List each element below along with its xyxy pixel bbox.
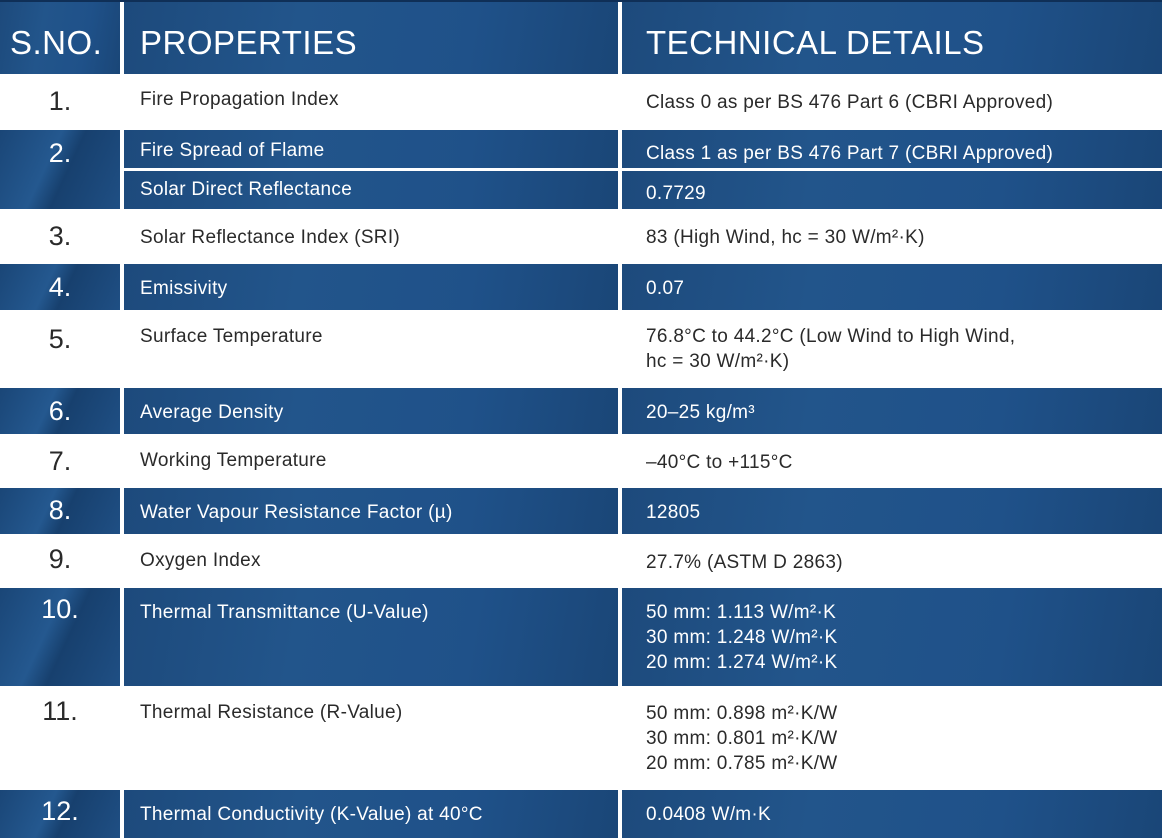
row-2b-details: [622, 171, 1162, 209]
row-9-property: [124, 538, 618, 584]
row-9-property-text: Oxygen Index: [140, 550, 261, 571]
row-2b-details-line-1: 0.7729: [646, 183, 706, 204]
row-11-sno-text: 11.: [42, 696, 78, 726]
row-5-details: [622, 314, 1162, 384]
row-8-details-line-1: 12805: [646, 502, 701, 523]
row-10-sno-text: 10.: [41, 594, 79, 624]
row-1-property-text: Fire Propagation Index: [140, 89, 339, 110]
row-10-details-line-2: 30 mm: 1.248 W/m²·K: [646, 627, 838, 648]
row-1-sno: [0, 78, 120, 126]
row-7-property-text: Working Temperature: [140, 450, 327, 471]
row-8-property-text: Water Vapour Resistance Factor (µ): [140, 502, 453, 523]
row-1-property: [124, 78, 618, 126]
row-11-details-line-1: 50 mm: 0.898 m²·K/W: [646, 703, 838, 724]
row-4-sno-text: 4.: [48, 272, 72, 302]
row-7-details: [622, 438, 1162, 484]
row-12-sno: [0, 790, 120, 838]
row-12-details: [622, 790, 1162, 838]
row-2a-details: [622, 130, 1162, 168]
row-6-details-line-1: 20–25 kg/m³: [646, 402, 755, 423]
row-11-property: [124, 690, 618, 786]
row-5-property: [124, 314, 618, 384]
row-2a-property-text: Fire Spread of Flame: [140, 140, 325, 161]
row-3-details-line-1: 83 (High Wind, hc = 30 W/m²·K): [646, 227, 925, 248]
row-5-details-line-2: hc = 30 W/m²·K): [646, 351, 790, 372]
row-9-details: [622, 538, 1162, 584]
header-technical-details: [622, 2, 1162, 74]
row-3-sno: [0, 213, 120, 260]
header-sno: [0, 2, 120, 74]
row-2b-property: [124, 171, 618, 209]
row-5-property-text: Surface Temperature: [140, 326, 323, 347]
row-11-details-line-2: 30 mm: 0.801 m²·K/W: [646, 728, 838, 749]
row-10-property: [124, 588, 618, 686]
row-2a-details-line-1: Class 1 as per BS 476 Part 7 (CBRI Approved): [646, 143, 1054, 164]
row-12-sno-text: 12.: [41, 796, 79, 826]
row-6-property-text: Average Density: [140, 402, 284, 423]
row-3-details: [622, 213, 1162, 260]
row-7-sno: [0, 438, 120, 484]
row-11-property-text: Thermal Resistance (R-Value): [140, 702, 403, 723]
row-5-sno: [0, 314, 120, 384]
row-11-sno: [0, 690, 120, 786]
row-4-property-text: Emissivity: [140, 278, 228, 299]
header-sno-label: S.NO.: [10, 24, 103, 61]
row-1-details-line-1: Class 0 as per BS 476 Part 6 (CBRI Approved): [646, 92, 1054, 113]
header-properties-label: PROPERTIES: [140, 24, 358, 61]
row-2b-property-text: Solar Direct Reflectance: [140, 179, 353, 200]
header-technical-details-label: TECHNICAL DETAILS: [646, 24, 985, 61]
row-8-sno-text: 8.: [48, 495, 72, 525]
row-9-sno: [0, 538, 120, 584]
row-2-sno-text: 2.: [48, 138, 72, 168]
row-6-details: [622, 388, 1162, 434]
row-10-details: [622, 588, 1162, 686]
row-9-details-line-1: 27.7% (ASTM D 2863): [646, 552, 843, 573]
row-6-property: [124, 388, 618, 434]
row-3-property: [124, 213, 618, 260]
row-11-details-line-3: 20 mm: 0.785 m²·K/W: [646, 753, 838, 774]
row-1-details: [622, 78, 1162, 126]
row-9-sno-text: 9.: [48, 544, 72, 574]
row-8-property: [124, 488, 618, 534]
row-8-details: [622, 488, 1162, 534]
row-10-details-line-1: 50 mm: 1.113 W/m²·K: [646, 602, 837, 623]
row-7-details-line-1: –40°C to +115°C: [646, 452, 793, 473]
row-12-details-line-1: 0.0408 W/m·K: [646, 804, 772, 825]
row-12-property-text: Thermal Conductivity (K-Value) at 40°C: [140, 804, 483, 825]
row-2-sno: [0, 130, 120, 209]
row-5-details-line-1: 76.8°C to 44.2°C (Low Wind to High Wind,: [646, 326, 1016, 347]
header-properties: [124, 2, 618, 74]
row-1-sno-text: 1.: [48, 86, 72, 116]
row-5-sno-text: 5.: [48, 324, 72, 354]
row-3-sno-text: 3.: [48, 221, 72, 251]
row-7-property: [124, 438, 618, 484]
row-12-property: [124, 790, 618, 838]
row-10-details-line-3: 20 mm: 1.274 W/m²·K: [646, 652, 838, 673]
row-7-sno-text: 7.: [48, 446, 72, 476]
row-6-sno: [0, 388, 120, 434]
row-2a-property: [124, 130, 618, 168]
row-10-property-text: Thermal Transmittance (U-Value): [140, 602, 429, 623]
row-4-sno: [0, 264, 120, 310]
row-6-sno-text: 6.: [48, 396, 72, 426]
row-10-sno: [0, 588, 120, 686]
row-4-property: [124, 264, 618, 310]
row-11-details: [622, 690, 1162, 786]
row-8-sno: [0, 488, 120, 534]
row-4-details: [622, 264, 1162, 310]
row-4-details-line-1: 0.07: [646, 278, 685, 299]
row-3-property-text: Solar Reflectance Index (SRI): [140, 227, 401, 248]
